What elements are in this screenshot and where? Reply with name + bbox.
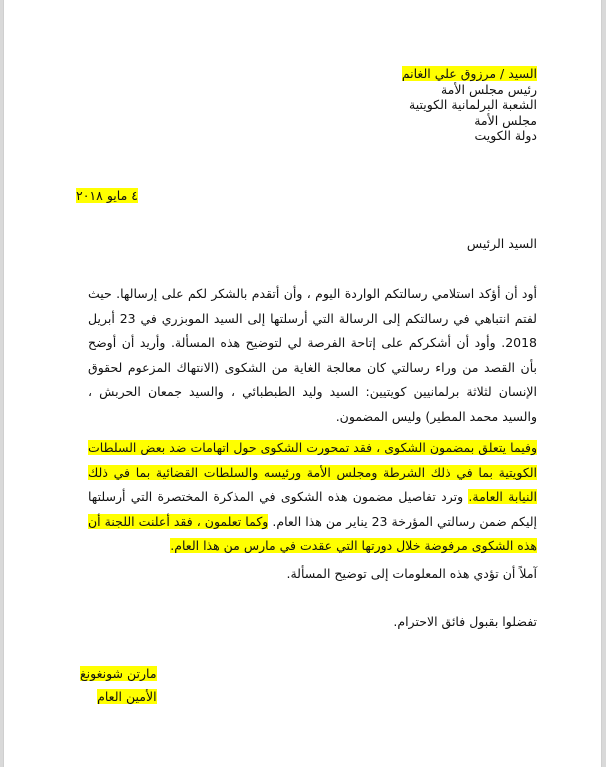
recipient-name: السيد / مرزوق علي الغانم [401, 66, 537, 81]
letter-date: ٤ مايو ٢٠١٨ [76, 188, 138, 203]
recipient-address [402, 66, 537, 144]
recipient-line: دولة الكويت [474, 128, 537, 143]
recipient-line: مجلس الأمة [474, 112, 537, 128]
paragraph-acknowledgement: أود أن أؤكد استلامي رسالتكم الواردة اليوم ، وأن أتقدم بالشكر لكم على إرسالها. حيث لفتم انتباهي في رسالتكم إلى الرسالة التي أرسلتها إلى السيد الموبزري في 23 أبريل 2018. وأود أن أشكركم على إتاحة الفرصة لي لتوضيح هذه المسألة. وأريد أن أوضح بأن القصد من وراء رسالتي كان معالجة الغاية من الشكوى (الانتهاك المزعوم لحقوق الإنسان لثلاثة برلمانيين كويتيين: السيد وليد الطبطبائي ، والسيد جمعان الحربش ، والسيد محمد المطير) وليس المضمون. [88, 286, 537, 424]
recipient-line: الشعبة البرلمانية الكويتية [409, 97, 537, 112]
paragraph-hope: آملاً أن تؤدي هذه المعلومات إلى توضيح المسألة. [286, 566, 537, 581]
highlighted-text: وفيما يتعلق بمضمون الشكوى ، فقد تمحورت الشكوى حول اتهامات ضد بعض السلطات الكويتية بما في ذلك الشرطة ومجلس الأمة ورئيسه والسلطات القضائية بما في ذلك النيابة العامة. [88, 440, 537, 504]
document-page [3, 0, 602, 767]
closing-line: تفضلوا بقبول فائق الاحترام. [393, 614, 537, 629]
signatory-name: مارتن شونغونغ [80, 666, 157, 681]
letter-date-container [76, 188, 138, 203]
salutation: السيد الرئيس [466, 236, 537, 251]
signature-block [80, 662, 157, 708]
plain-text: وترد تفاصيل مضمون هذه الشكوى في المذكرة المختصرة التي أرسلتها إليكم ضمن رسالتي المؤرخة 23 يناير من هذا العام. [88, 489, 537, 529]
paragraph-complaint-content [88, 436, 537, 559]
recipient-line: رئيس مجلس الأمة [440, 81, 537, 97]
highlighted-text: وكما تعلمون ، فقد أعلنت اللجنة أن هذه الشكوى مرفوضة خلال دورتها التي عقدت في مارس من هذا العام. [88, 513, 537, 553]
signatory-title: الأمين العام [97, 689, 157, 704]
